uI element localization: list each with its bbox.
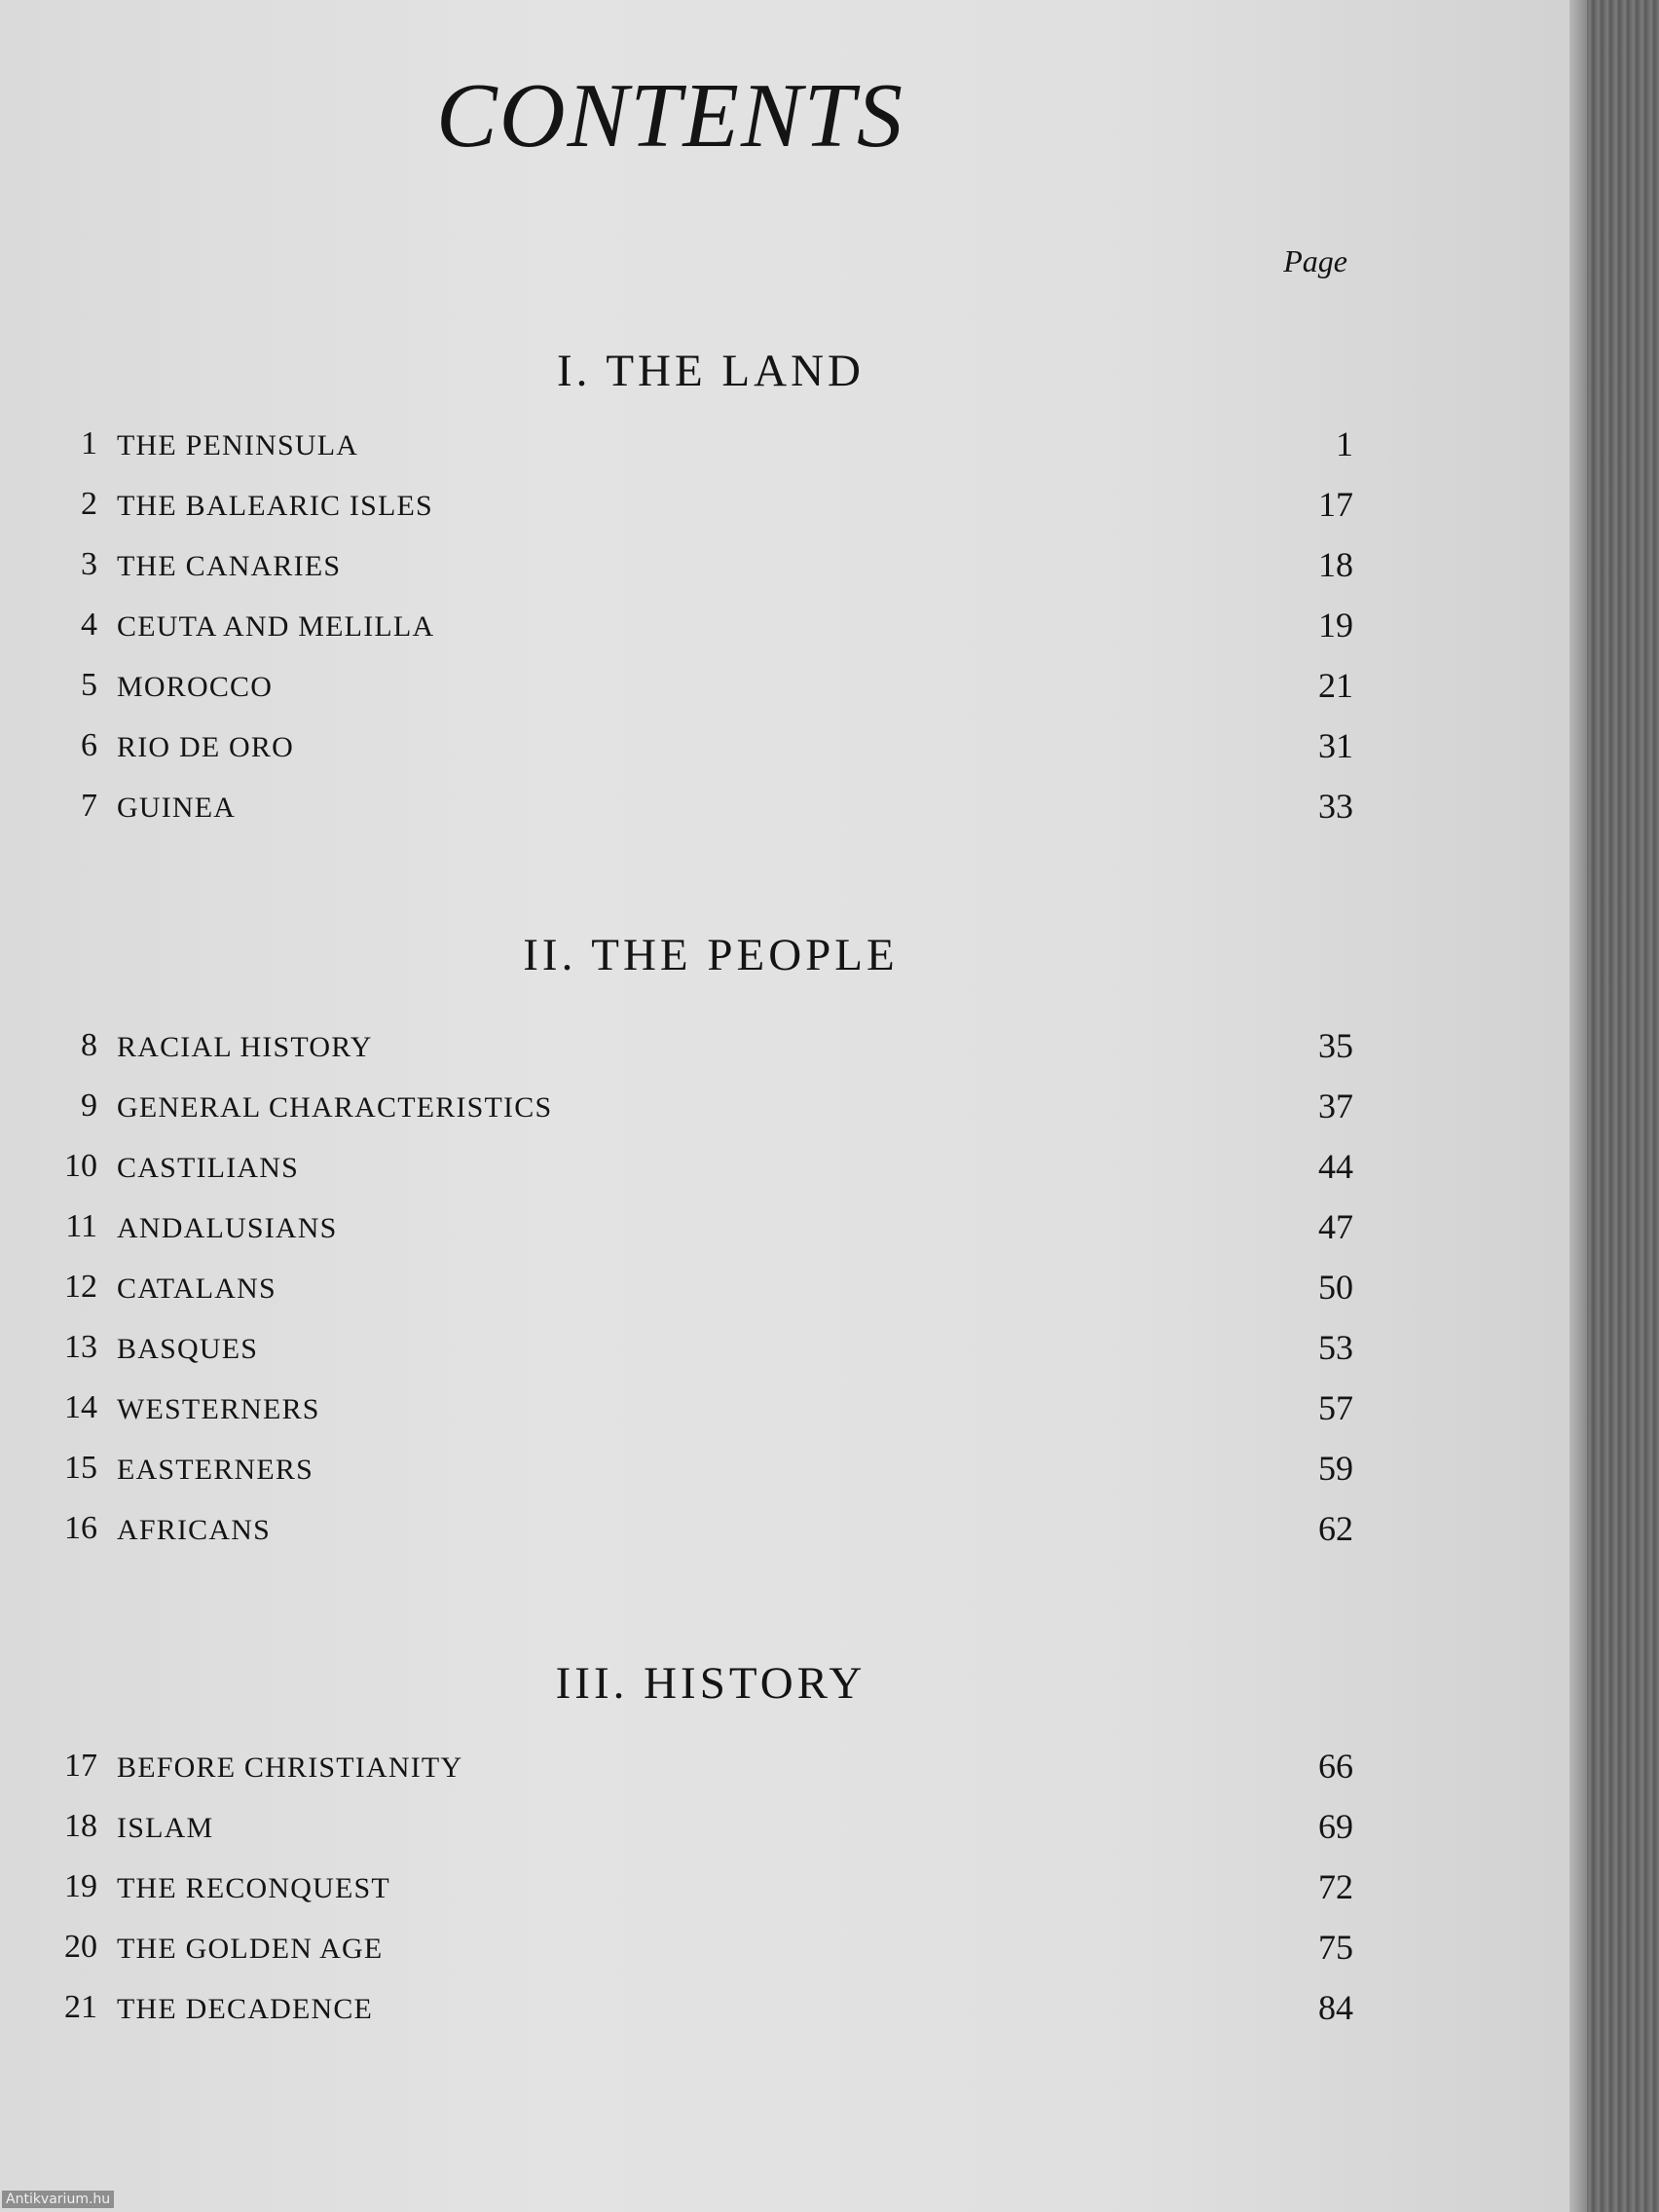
entry-number: 18 [64, 1808, 97, 1844]
toc-entry [56, 724, 1353, 767]
entry-page-number: 44 [1318, 1147, 1353, 1186]
toc-entry [56, 1205, 1353, 1248]
entry-number: 5 [81, 667, 97, 703]
entry-title: GUINEA [117, 792, 237, 824]
section-heading-the-people: II. THE PEOPLE [523, 930, 899, 980]
toc-entry [56, 1447, 1353, 1490]
entry-page-number: 66 [1318, 1747, 1353, 1786]
entry-number: 2 [81, 486, 97, 522]
toc-entry [56, 785, 1353, 828]
toc-entry [56, 1926, 1353, 1969]
entry-title: CATALANS [117, 1272, 276, 1305]
toc-entry [56, 1386, 1353, 1429]
entry-title: THE GOLDEN AGE [117, 1933, 384, 1965]
entry-number: 1 [81, 425, 97, 461]
entry-page-number: 1 [1336, 424, 1353, 463]
entry-page-number: 21 [1318, 666, 1353, 705]
toc-entry [56, 664, 1353, 707]
toc-entry [56, 543, 1353, 586]
entry-number: 10 [64, 1148, 97, 1184]
entry-title: BEFORE CHRISTIANITY [117, 1751, 463, 1784]
entry-page-number: 50 [1318, 1268, 1353, 1307]
entry-page-number: 62 [1318, 1509, 1353, 1548]
entry-title: MOROCCO [117, 671, 274, 703]
entry-title: THE BALEARIC ISLES [117, 490, 433, 522]
entry-number: 14 [64, 1389, 97, 1425]
entry-title: WESTERNERS [117, 1393, 320, 1425]
entry-number: 17 [64, 1748, 97, 1784]
entry-title: CEUTA AND MELILLA [117, 610, 435, 643]
entry-number: 8 [81, 1027, 97, 1063]
entry-number: 12 [64, 1269, 97, 1305]
entry-title: THE PENINSULA [117, 429, 359, 461]
toc-entry [56, 1986, 1353, 2029]
entry-number: 9 [81, 1088, 97, 1124]
entry-page-number: 37 [1318, 1087, 1353, 1125]
entry-title: THE DECADENCE [117, 1993, 374, 2025]
entry-number: 3 [81, 546, 97, 582]
entry-page-number: 59 [1318, 1449, 1353, 1488]
page-column-label: Page [1283, 243, 1347, 278]
entry-page-number: 53 [1318, 1328, 1353, 1367]
entry-page-number: 35 [1318, 1026, 1353, 1065]
entry-page-number: 69 [1318, 1807, 1353, 1846]
entry-title: AFRICANS [117, 1514, 271, 1546]
toc-entry [56, 604, 1353, 646]
entry-number: 16 [64, 1510, 97, 1546]
entry-number: 6 [81, 727, 97, 763]
toc-entry [56, 423, 1353, 465]
toc-entry [56, 1865, 1353, 1908]
entry-number: 13 [64, 1329, 97, 1365]
entry-title: ANDALUSIANS [117, 1212, 338, 1244]
entry-title: RACIAL HISTORY [117, 1031, 373, 1063]
section-heading-the-land: I. THE LAND [557, 346, 865, 396]
entry-number: 21 [64, 1989, 97, 2025]
entry-number: 15 [64, 1450, 97, 1486]
entry-number: 11 [65, 1208, 97, 1244]
entry-page-number: 57 [1318, 1388, 1353, 1427]
entry-number: 4 [81, 607, 97, 643]
entry-page-number: 75 [1318, 1928, 1353, 1967]
section-heading-history: III. HISTORY [555, 1658, 866, 1709]
entry-page-number: 72 [1318, 1867, 1353, 1906]
entry-page-number: 47 [1318, 1207, 1353, 1246]
toc-entry [56, 483, 1353, 526]
entry-page-number: 33 [1318, 787, 1353, 826]
entry-title: RIO DE ORO [117, 731, 294, 763]
watermark-label: Antikvarium.hu [2, 2191, 114, 2208]
entry-title: THE CANARIES [117, 550, 342, 582]
entry-page-number: 31 [1318, 726, 1353, 765]
toc-entry [56, 1145, 1353, 1188]
entry-title: THE RECONQUEST [117, 1872, 390, 1904]
entry-page-number: 19 [1318, 606, 1353, 645]
toc-entry [56, 1745, 1353, 1788]
entry-page-number: 18 [1318, 545, 1353, 584]
toc-entry [56, 1507, 1353, 1550]
entry-number: 20 [64, 1929, 97, 1965]
toc-entry [56, 1266, 1353, 1309]
toc-entry [56, 1024, 1353, 1067]
contents-title: CONTENTS [436, 65, 904, 166]
entry-title: CASTILIANS [117, 1152, 300, 1184]
toc-entry [56, 1085, 1353, 1127]
entry-title: ISLAM [117, 1812, 214, 1844]
book-gutter [1569, 0, 1587, 2212]
entry-page-number: 17 [1318, 485, 1353, 524]
entry-number: 7 [81, 788, 97, 824]
entry-title: GENERAL CHARACTERISTICS [117, 1091, 553, 1124]
toc-entry [56, 1805, 1353, 1848]
entry-title: BASQUES [117, 1333, 259, 1365]
toc-entry [56, 1326, 1353, 1369]
entry-number: 19 [64, 1868, 97, 1904]
entry-page-number: 84 [1318, 1988, 1353, 2027]
page-edges [1587, 0, 1659, 2212]
entry-title: EASTERNERS [117, 1454, 314, 1486]
